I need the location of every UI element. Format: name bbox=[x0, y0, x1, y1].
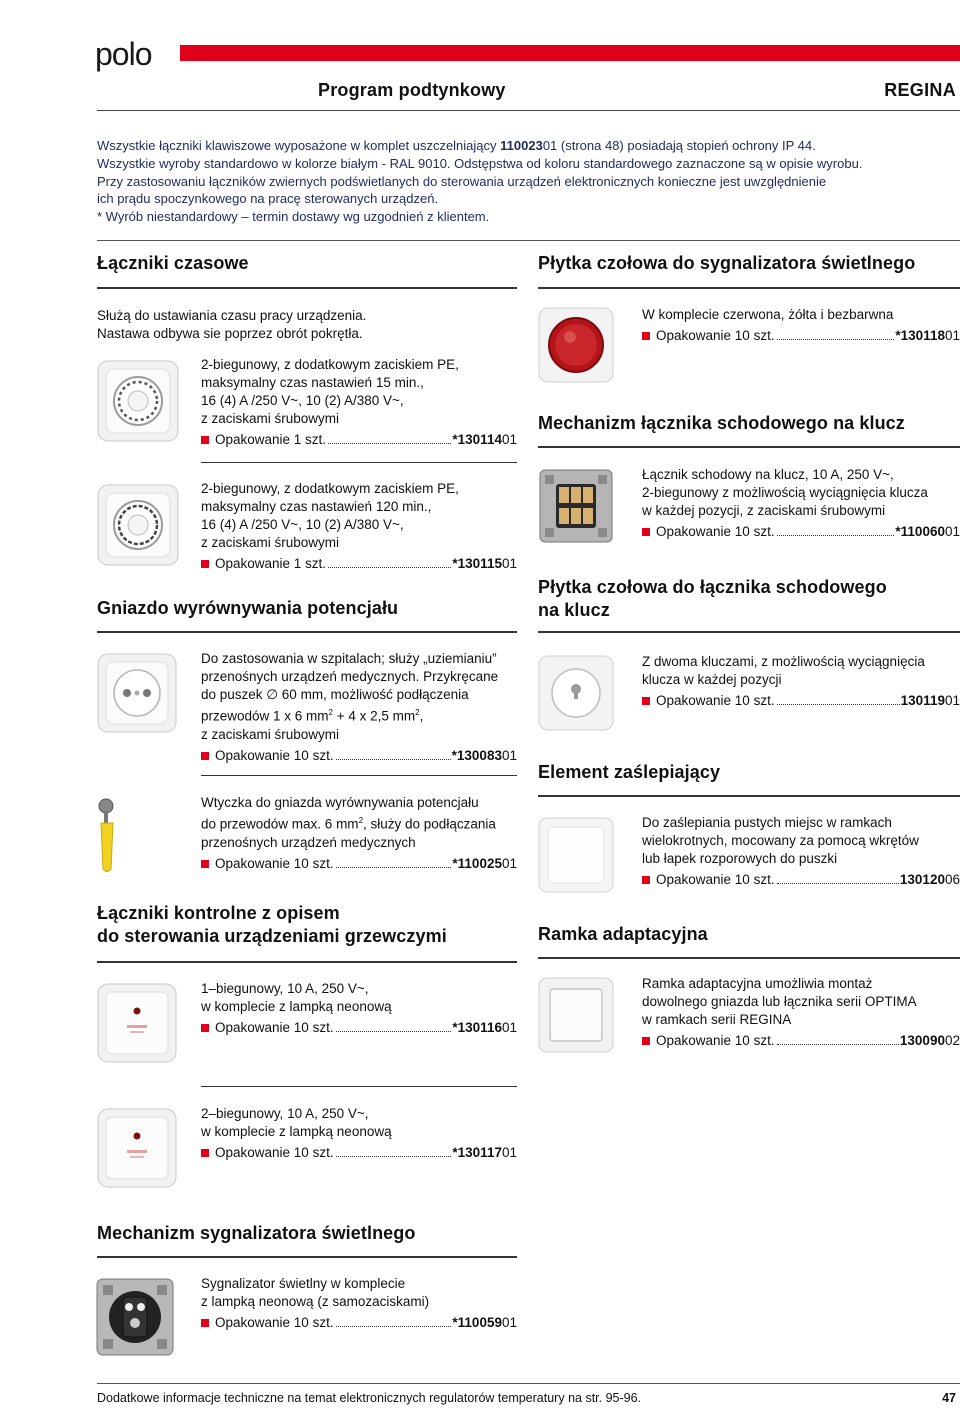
heating-switch-1pole-item: 1–biegunowy, 10 A, 250 V~, w komplecie z lampką neonową Opakowanie 10 szt. *130116 01 bbox=[201, 981, 517, 1035]
section-rule bbox=[97, 631, 517, 633]
order-line: Opakowanie 10 szt. 130120 06 bbox=[642, 871, 960, 889]
timer-switch-image bbox=[97, 360, 179, 442]
bullet-square-icon bbox=[201, 436, 209, 444]
item-divider bbox=[201, 775, 517, 776]
bullet-square-icon bbox=[642, 1037, 650, 1045]
product-code: *130117 bbox=[452, 1145, 502, 1160]
equipotential-plug-image bbox=[95, 797, 119, 875]
item-divider bbox=[201, 462, 517, 463]
header-red-bar bbox=[180, 45, 960, 61]
heating-switch-2pole-image bbox=[97, 1108, 177, 1188]
key-plate-image bbox=[538, 655, 614, 731]
product-code: 130119 bbox=[900, 693, 945, 708]
product-code: *110060 bbox=[895, 524, 945, 539]
section-title-blank: Element zaślepiający bbox=[538, 762, 721, 782]
section-rule bbox=[538, 631, 960, 633]
order-line: Opakowanie 10 szt. *110060 01 bbox=[642, 523, 960, 541]
order-line: Opakowanie 10 szt. *110025 01 bbox=[201, 855, 517, 873]
intro-notes bbox=[97, 137, 937, 226]
bullet-square-icon bbox=[201, 1319, 209, 1327]
signal-plate-item: W komplecie czerwona, żółta i bezbarwna Opakowanie 10 szt. *130118 01 bbox=[642, 307, 960, 343]
product-code: *130115 bbox=[452, 556, 502, 571]
equipotential-socket-item: Do zastosowania w szpitalach; służy „uziemianiu” przenośnych urządzeń medycznych. Przykręcane do puszek ∅ 60 mm, możliwość podłączenia przewodów 1 x 6 $mm^2 + 4$ x 2,5 $mm^2$, z zaciskami śrubowymi Opakowanie 10 szt. *130083 01 bbox=[201, 651, 517, 763]
section-title-key-plate: Płytka czołowa do łącznika schodowego na klucz bbox=[538, 577, 887, 620]
product-code: *110059 bbox=[452, 1315, 502, 1330]
section-title-timers: Łączniki czasowe bbox=[97, 253, 249, 273]
order-line: Opakowanie 10 szt. *130117 01 bbox=[201, 1144, 517, 1162]
key-plate-item: Z dwoma kluczami, z możliwością wyciągnięcia klucza w każdej pozycji Opakowanie 10 szt. 130119 01 bbox=[642, 654, 960, 708]
equipotential-socket-image bbox=[97, 653, 177, 733]
order-line: Opakowanie 10 szt. *130083 01 bbox=[201, 747, 517, 765]
order-line: Opakowanie 1 szt. *130114 01 bbox=[201, 431, 517, 449]
page-number: 47 bbox=[942, 1391, 956, 1405]
bullet-square-icon bbox=[642, 697, 650, 705]
section-title-equipotential: Gniazdo wyrównywania potencjału bbox=[97, 598, 399, 618]
section-title-key-mechanism: Mechanizm łącznika schodowego na klucz bbox=[538, 413, 905, 433]
section-title-signal-plate: Płytka czołowa do sygnalizatora świetlnego bbox=[538, 253, 916, 273]
signal-mechanism-item: Sygnalizator świetlny w komplecie z lampką neonową (z samozaciskami) Opakowanie 10 szt. *110059 01 bbox=[201, 1276, 517, 1330]
intro-seal-code: 110023 bbox=[500, 138, 543, 153]
timer-15min-item: 2-biegunowy, z dodatkowym zaciskiem PE, maksymalny czas nastawień 15 min., 16 (4) A /250 V~, 10 (2) A/380 V~, z zaciskami śrubowymi Opakowanie 1 szt. *130114 01 bbox=[201, 357, 517, 447]
intro-line-5: * Wyrób niestandardowy – termin dostawy wg uzgodnień z klientem. bbox=[97, 209, 490, 225]
section-title-adapter: Ramka adaptacyjna bbox=[538, 924, 708, 944]
intro-line-4: ich prądu spoczynkowego na pracę sterowanych urządzeń. bbox=[97, 191, 439, 207]
section-rule bbox=[538, 795, 960, 797]
intro-line-3: Przy zastosowaniu łączników zwiernych podświetlanych do sterowania urządzeń elektronicznych konieczne jest uwzględnienie bbox=[97, 173, 827, 189]
signal-plate-image bbox=[538, 307, 614, 383]
section-rule bbox=[538, 287, 960, 289]
order-line: Opakowanie 10 szt. *110059 01 bbox=[201, 1314, 517, 1332]
product-code: 130120 bbox=[899, 872, 945, 887]
heating-switch-2pole-item: 2–biegunowy, 10 A, 250 V~, w komplecie z lampką neonową Opakowanie 10 szt. *130117 01 bbox=[201, 1106, 517, 1160]
section-rule bbox=[97, 1256, 517, 1258]
order-line: Opakowanie 10 szt. 130119 01 bbox=[642, 692, 960, 710]
section-rule bbox=[538, 446, 960, 448]
bullet-square-icon bbox=[642, 332, 650, 340]
bullet-square-icon bbox=[201, 860, 209, 868]
product-code: *130118 bbox=[895, 328, 945, 343]
section-rule bbox=[97, 961, 517, 963]
bullet-square-icon bbox=[201, 1024, 209, 1032]
blank-element-image bbox=[538, 817, 614, 893]
heating-switch-1pole-image bbox=[97, 983, 177, 1063]
section-rule bbox=[538, 957, 960, 959]
bullet-square-icon bbox=[201, 1149, 209, 1157]
product-code: *110025 bbox=[452, 855, 502, 871]
order-line: Opakowanie 1 szt. *130115 01 bbox=[201, 555, 517, 573]
intro-divider bbox=[97, 240, 960, 241]
order-line: Opakowanie 10 szt. *130118 01 bbox=[642, 327, 960, 345]
order-line: Opakowanie 10 szt. 130090 02 bbox=[642, 1032, 960, 1050]
header-divider bbox=[97, 110, 960, 111]
key-mechanism-item: Łącznik schodowy na klucz, 10 A, 250 V~, 2-biegunowy z możliwością wyciągnięcia klucza w każdej pozycji, z zaciskami śrubowymi Opakowanie 10 szt. *110060 01 bbox=[642, 467, 960, 539]
footer-divider bbox=[97, 1383, 960, 1384]
timer-120min-item: 2-biegunowy, z dodatkowym zaciskiem PE, maksymalny czas nastawień 120 min., 16 (4) A /250 V~, 10 (2) A/380 V~, z zaciskami śrubowymi Opakowanie 1 szt. *130115 01 bbox=[201, 481, 517, 571]
timers-description: Służą do ustawiania czasu pracy urządzenia. Nastawa odbywa sie poprzez obrót pokrętła. bbox=[97, 308, 367, 341]
timer-switch-image bbox=[97, 484, 179, 566]
bullet-square-icon bbox=[642, 528, 650, 536]
blank-element-item: Do zaślepiania pustych miejsc w ramkach wielokrotnych, mocowany za pomocą wkrętów lub łapek rozporowych do puszki Opakowanie 10 szt. 130120 06 bbox=[642, 815, 960, 887]
product-code: *130116 bbox=[452, 1020, 502, 1035]
product-code: *130114 bbox=[452, 432, 502, 447]
key-mechanism-image bbox=[538, 468, 614, 544]
adapter-frame-item: Ramka adaptacyjna umożliwia montaż dowolnego gniazda lub łącznika serii OPTIMA w ramkach serii REGINA Opakowanie 10 szt. 130090 02 bbox=[642, 976, 960, 1048]
series-name: REGINA bbox=[884, 80, 956, 100]
section-title-signal-mechanism: Mechanizm sygnalizatora świetlnego bbox=[97, 1223, 416, 1243]
signal-mechanism-image bbox=[95, 1277, 175, 1357]
section-rule bbox=[97, 287, 517, 289]
bullet-square-icon bbox=[642, 876, 650, 884]
product-code: *130083 bbox=[451, 747, 502, 763]
order-line: Opakowanie 10 szt. *130116 01 bbox=[201, 1019, 517, 1037]
intro-line-2: Wszystkie wyroby standardowo w kolorze białym - RAL 9010. Odstępstwa od koloru standardowego zaznaczone są w opisie wyrobu. bbox=[97, 155, 863, 171]
brand-logo: polo bbox=[95, 36, 152, 72]
bullet-square-icon bbox=[201, 560, 209, 568]
section-title-heating: Łączniki kontrolne z opisem do sterowania urządzeniami grzewczymi bbox=[97, 903, 447, 946]
product-code: 130090 bbox=[899, 1033, 945, 1048]
item-divider bbox=[201, 1086, 517, 1087]
equipotential-plug-item: Wtyczka do gniazda wyrównywania potencjału do przewodów max. 6 $mm^2$, służy do podłączania przenośnych urządzeń medycznych Opakowanie 10 szt. *110025 01 bbox=[201, 795, 517, 871]
adapter-frame-image bbox=[538, 977, 614, 1053]
bullet-square-icon bbox=[201, 752, 209, 760]
page-title: Program podtynkowy bbox=[318, 80, 506, 100]
intro-line-1: Wszystkie łączniki klawiszowe wyposażone w komplet uszczelniający 11002301 (strona 48) posiadają stopień ochrony IP 44. bbox=[97, 138, 816, 153]
footer-note: Dodatkowe informacje techniczne na temat elektronicznych regulatorów temperatury na str. 95-96. bbox=[97, 1391, 642, 1405]
